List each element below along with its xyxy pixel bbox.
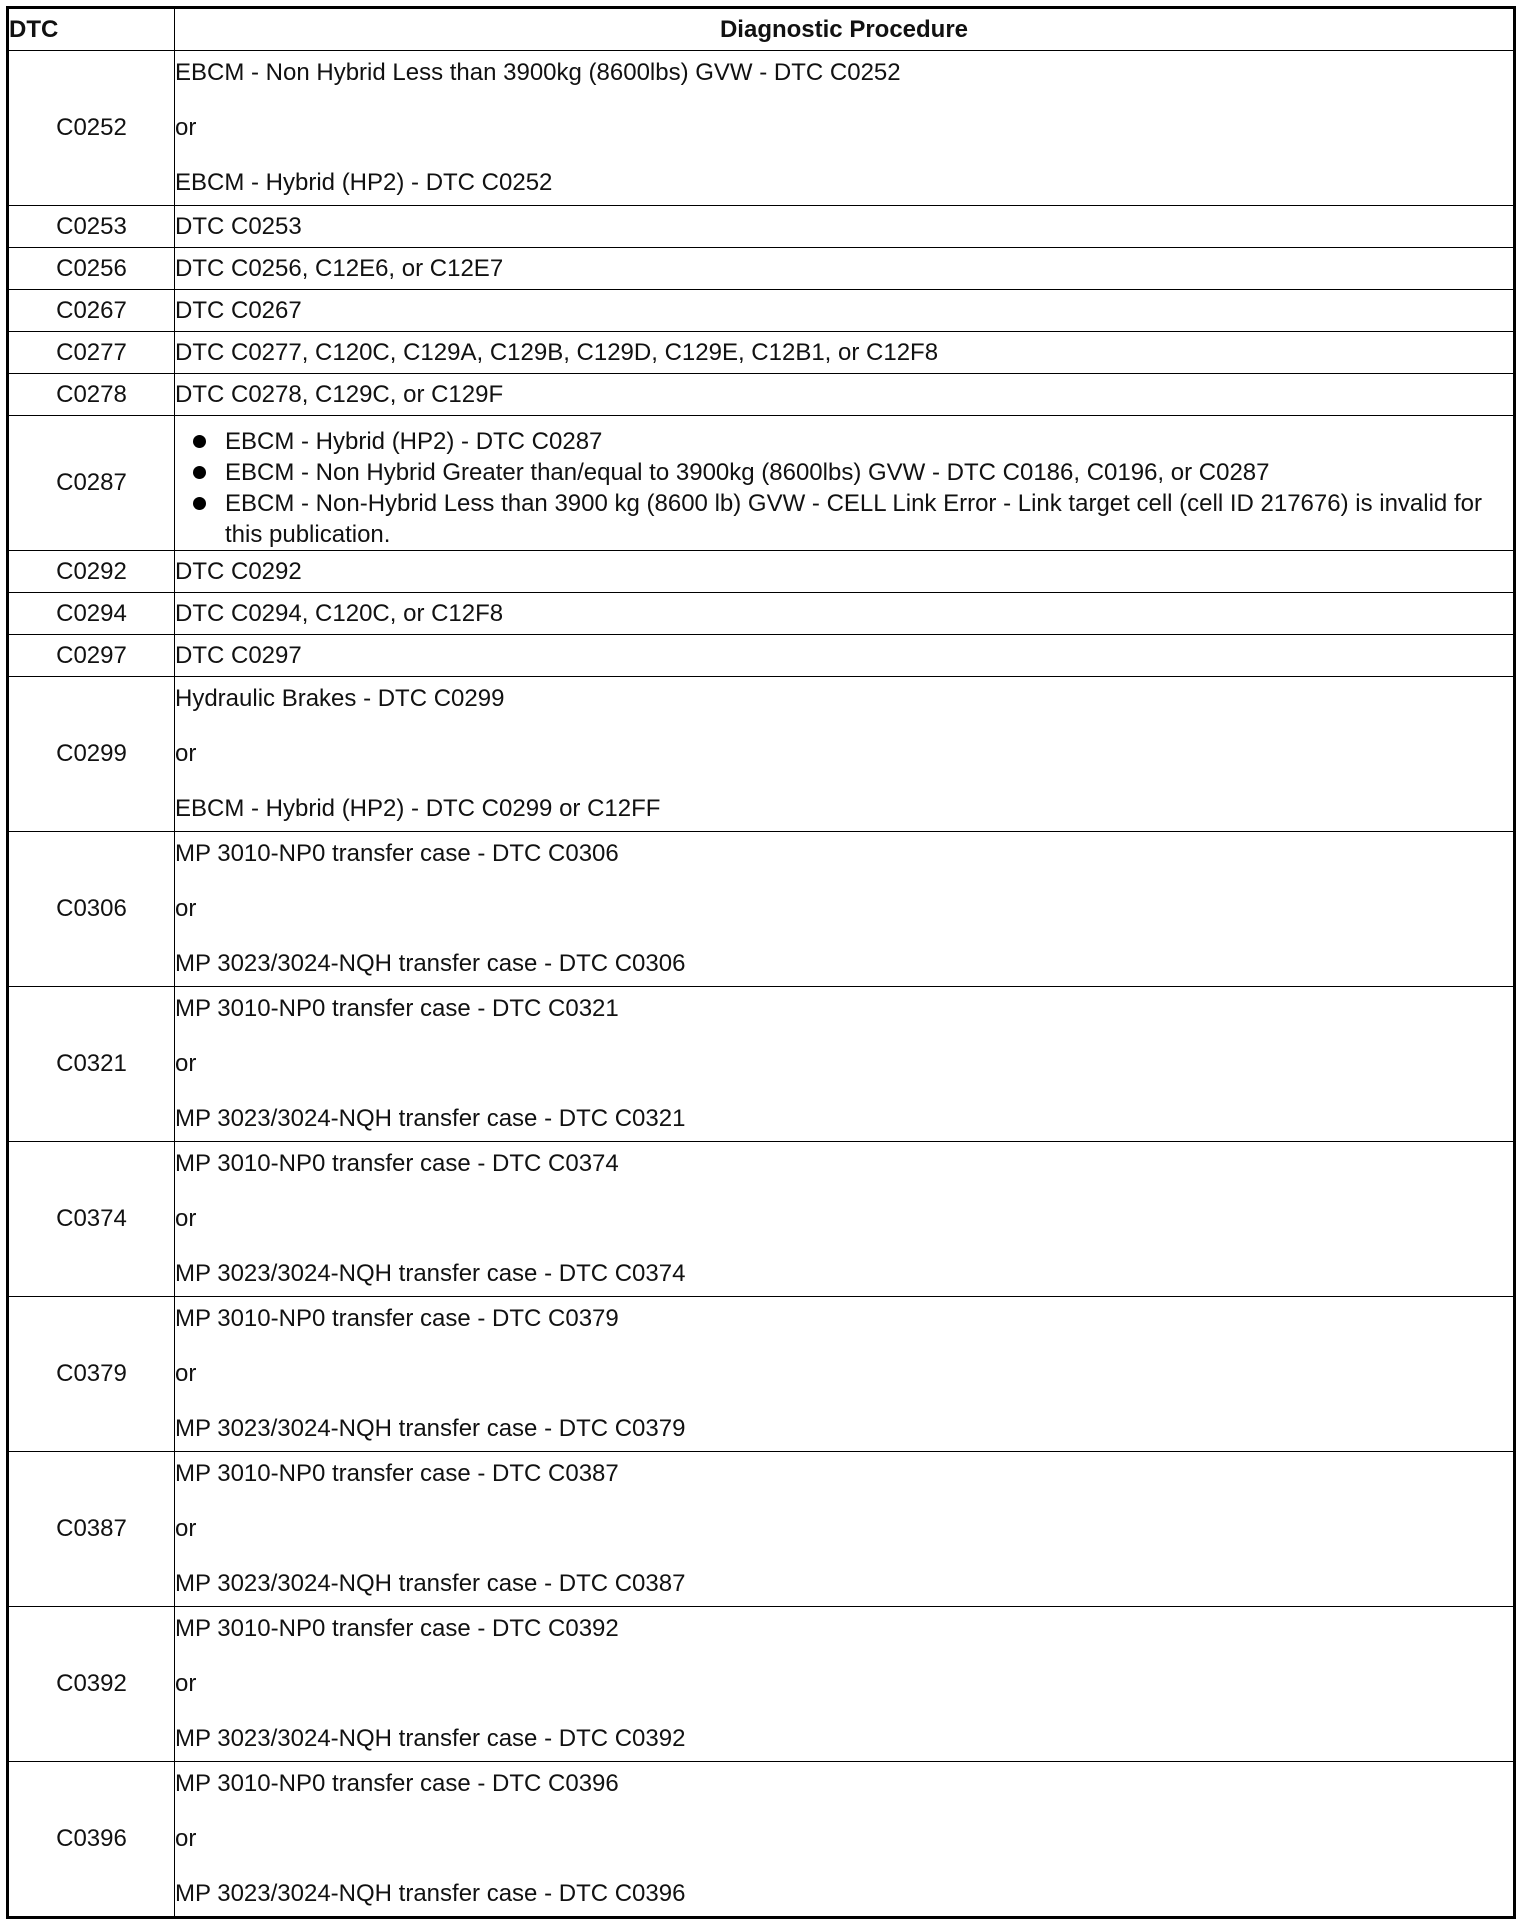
table-row bbox=[8, 1142, 1515, 1297]
procedure-or-separator: or bbox=[175, 1050, 197, 1077]
table-row bbox=[8, 987, 1515, 1142]
table-row bbox=[8, 1297, 1515, 1452]
procedure-line: Hydraulic Brakes - DTC C0299 bbox=[175, 685, 505, 712]
procedure-cell bbox=[175, 832, 1515, 987]
dtc-table bbox=[6, 6, 1516, 1919]
procedure-line: MP 3010-NP0 transfer case - DTC C0387 bbox=[175, 1460, 619, 1487]
procedure-line: MP 3010-NP0 transfer case - DTC C0306 bbox=[175, 840, 619, 867]
procedure-line: MP 3010-NP0 transfer case - DTC C0379 bbox=[175, 1305, 619, 1332]
procedure-or-separator: or bbox=[175, 1360, 197, 1387]
procedure-bullet-list bbox=[175, 416, 1513, 550]
header-row bbox=[8, 8, 1515, 51]
procedure-cell bbox=[175, 416, 1515, 551]
procedure-line: MP 3010-NP0 transfer case - DTC C0374 bbox=[175, 1150, 619, 1177]
procedure-cell bbox=[175, 1762, 1515, 1918]
table-body bbox=[8, 51, 1515, 1918]
dtc-code-cell: C0299 bbox=[8, 677, 175, 832]
procedure-line: MP 3023/3024-NQH transfer case - DTC C0392 bbox=[175, 1725, 686, 1752]
procedure-cell bbox=[175, 1607, 1515, 1762]
dtc-code-cell: C0396 bbox=[8, 1762, 175, 1918]
procedure-column-header: Diagnostic Procedure bbox=[175, 8, 1515, 51]
dtc-code-cell: C0387 bbox=[8, 1452, 175, 1607]
table-row bbox=[8, 1607, 1515, 1762]
dtc-code-cell: C0374 bbox=[8, 1142, 175, 1297]
dtc-code-cell: C0321 bbox=[8, 987, 175, 1142]
table-row bbox=[8, 206, 1515, 248]
procedure-cell bbox=[175, 1297, 1515, 1452]
procedure-cell: DTC C0267 bbox=[175, 290, 1515, 332]
table-row bbox=[8, 832, 1515, 987]
procedure-line: EBCM - Non Hybrid Less than 3900kg (8600lbs) GVW - DTC C0252 bbox=[175, 59, 901, 86]
procedure-line: MP 3010-NP0 transfer case - DTC C0392 bbox=[175, 1615, 619, 1642]
procedure-line: MP 3023/3024-NQH transfer case - DTC C0321 bbox=[175, 1105, 686, 1132]
procedure-or-separator: or bbox=[175, 1515, 197, 1542]
procedure-cell: DTC C0256, C12E6, or C12E7 bbox=[175, 248, 1515, 290]
dtc-code-cell: C0287 bbox=[8, 416, 175, 551]
table-row bbox=[8, 551, 1515, 593]
table-row bbox=[8, 593, 1515, 635]
procedure-cell: DTC C0253 bbox=[175, 206, 1515, 248]
procedure-line: MP 3023/3024-NQH transfer case - DTC C0396 bbox=[175, 1880, 686, 1907]
procedure-cell bbox=[175, 987, 1515, 1142]
procedure-bullet-item: EBCM - Hybrid (HP2) - DTC C0287 bbox=[225, 426, 1505, 457]
procedure-or-separator: or bbox=[175, 895, 197, 922]
table-row bbox=[8, 51, 1515, 206]
procedure-bullet-item: EBCM - Non-Hybrid Less than 3900 kg (8600 lb) GVW - CELL Link Error - Link target cell (cell ID 217676) is invalid for this publication. bbox=[225, 488, 1505, 550]
procedure-cell: DTC C0297 bbox=[175, 635, 1515, 677]
procedure-cell bbox=[175, 1452, 1515, 1607]
procedure-line: MP 3023/3024-NQH transfer case - DTC C0379 bbox=[175, 1415, 686, 1442]
procedure-or-separator: or bbox=[175, 114, 197, 141]
procedure-line: EBCM - Hybrid (HP2) - DTC C0299 or C12FF bbox=[175, 795, 661, 822]
procedure-or-separator: or bbox=[175, 1205, 197, 1232]
procedure-or-separator: or bbox=[175, 740, 197, 767]
table-row bbox=[8, 332, 1515, 374]
procedure-cell: DTC C0294, C120C, or C12F8 bbox=[175, 593, 1515, 635]
procedure-cell bbox=[175, 1142, 1515, 1297]
dtc-column-header: DTC bbox=[8, 8, 175, 51]
procedure-cell: DTC C0292 bbox=[175, 551, 1515, 593]
dtc-code-cell: C0252 bbox=[8, 51, 175, 206]
table-row bbox=[8, 1452, 1515, 1607]
dtc-code-cell: C0278 bbox=[8, 374, 175, 416]
procedure-line: MP 3010-NP0 transfer case - DTC C0321 bbox=[175, 995, 619, 1022]
dtc-code-cell: C0292 bbox=[8, 551, 175, 593]
table-row bbox=[8, 374, 1515, 416]
dtc-code-cell: C0306 bbox=[8, 832, 175, 987]
procedure-bullet-item: EBCM - Non Hybrid Greater than/equal to 3900kg (8600lbs) GVW - DTC C0186, C0196, or C0287 bbox=[225, 457, 1505, 488]
procedure-line: MP 3010-NP0 transfer case - DTC C0396 bbox=[175, 1770, 619, 1797]
dtc-code-cell: C0256 bbox=[8, 248, 175, 290]
table-row bbox=[8, 416, 1515, 551]
procedure-or-separator: or bbox=[175, 1825, 197, 1852]
dtc-code-cell: C0277 bbox=[8, 332, 175, 374]
procedure-cell bbox=[175, 677, 1515, 832]
procedure-cell: DTC C0277, C120C, C129A, C129B, C129D, C129E, C12B1, or C12F8 bbox=[175, 332, 1515, 374]
procedure-line: EBCM - Hybrid (HP2) - DTC C0252 bbox=[175, 169, 553, 196]
dtc-code-cell: C0297 bbox=[8, 635, 175, 677]
table-row bbox=[8, 290, 1515, 332]
dtc-code-cell: C0379 bbox=[8, 1297, 175, 1452]
procedure-line: MP 3023/3024-NQH transfer case - DTC C0374 bbox=[175, 1260, 686, 1287]
procedure-cell: DTC C0278, C129C, or C129F bbox=[175, 374, 1515, 416]
procedure-line: MP 3023/3024-NQH transfer case - DTC C0306 bbox=[175, 950, 686, 977]
procedure-cell bbox=[175, 51, 1515, 206]
table-row bbox=[8, 248, 1515, 290]
dtc-code-cell: C0253 bbox=[8, 206, 175, 248]
table-row bbox=[8, 677, 1515, 832]
table-row bbox=[8, 635, 1515, 677]
table-row bbox=[8, 1762, 1515, 1918]
dtc-code-cell: C0267 bbox=[8, 290, 175, 332]
dtc-code-cell: C0294 bbox=[8, 593, 175, 635]
procedure-or-separator: or bbox=[175, 1670, 197, 1697]
procedure-line: MP 3023/3024-NQH transfer case - DTC C0387 bbox=[175, 1570, 686, 1597]
dtc-code-cell: C0392 bbox=[8, 1607, 175, 1762]
